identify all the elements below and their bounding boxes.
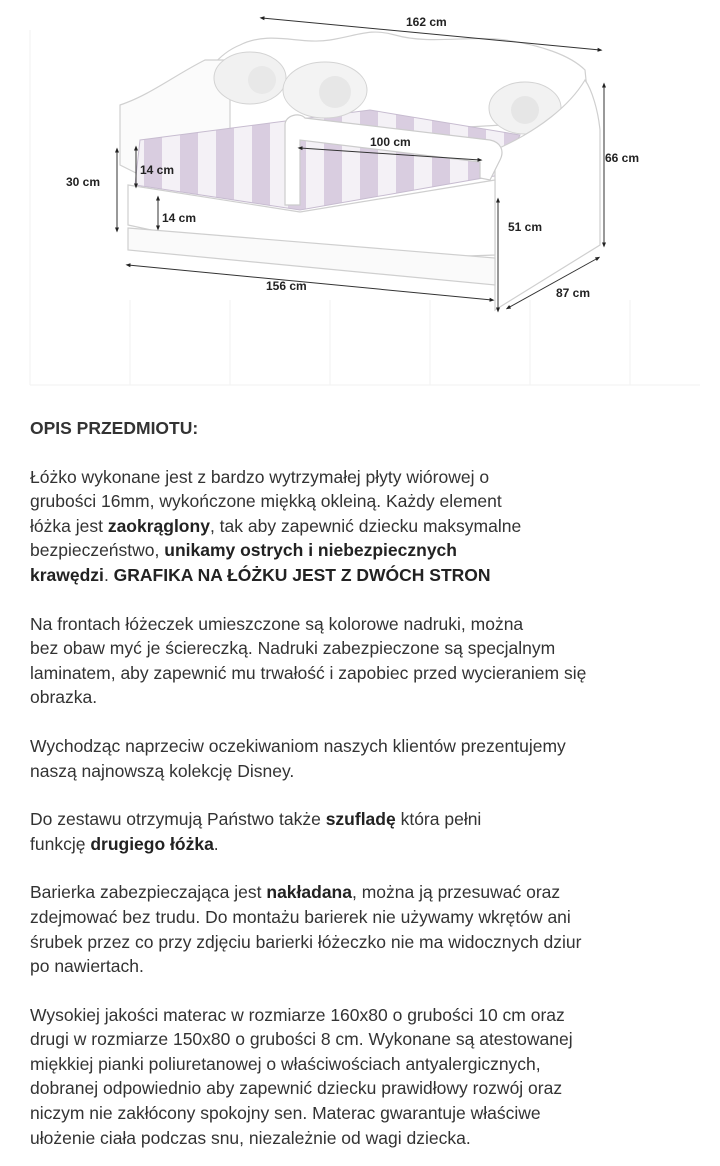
dim-height-total: 66 cm bbox=[605, 151, 640, 165]
dim-length-bottom: 156 cm bbox=[266, 279, 307, 293]
paragraph-barrier: Barierka zabezpieczająca jest nakładana, można ją przesuwać oraz zdejmować bez trudu. Do montażu barierek nie używamy wkrętów ani śrubek przez co przy zdjęciu barierki łóżeczko nie ma widocznych dziur po nawiertach. bbox=[30, 882, 582, 977]
bold-rounded: zaokrąglony bbox=[107, 515, 210, 536]
description-heading: OPIS PRZEDMIOTU: bbox=[30, 418, 199, 438]
dim-drawer-mattress: 14 cm bbox=[162, 211, 197, 225]
bold-attachable: nakładana bbox=[266, 882, 352, 903]
paragraph-collection: Wychodząc naprzeciw oczekiwaniom naszych klientów prezentujemy naszą najnowszą kolekcję Disney. bbox=[30, 735, 566, 781]
bold-graphic-both-sides: GRAFIKA NA ŁÓŻKU JEST Z DWÓCH STRON bbox=[113, 564, 491, 585]
bold-second-bed: drugiego łóżka bbox=[90, 833, 214, 854]
bed-dimension-figure bbox=[0, 0, 720, 400]
dim-mattress-top: 14 cm bbox=[140, 163, 175, 177]
bed-drawing bbox=[0, 0, 720, 400]
paragraph-prints: Na frontach łóżeczek umieszczone są kolorowe nadruki, można bez obaw myć je ściereczką. Nadruki zabezpieczone są specjalnym laminatem, aby zapewnić mu trwałość i zapobiec przed wycieraniem się obrazka. bbox=[30, 613, 587, 708]
bold-drawer: szufladę bbox=[325, 809, 396, 830]
paragraph-mattress: Wysokiej jakości materac w rozmiarze 160x80 o grubości 10 cm oraz drugi w rozmiarze 150x80 o grubości 8 cm. Wykonane są atestowanej miękkiej pianki poliuretanowej o właściwościach antyalergicznych, dobranej odpowiednio aby zapewnić dziecku prawidłowy rozwój oraz niczym nie zakłócony spokojny sen. Materac gwarantuje właściwe ułożenie ciała podczas snu, niezależnie od wagi dziecka. bbox=[30, 1004, 573, 1148]
bold-no-sharp-edges: unikamy ostrych i niebezpiecznych krawędzi bbox=[30, 540, 457, 585]
dim-top-width: 162 cm bbox=[406, 15, 447, 29]
dim-depth: 87 cm bbox=[556, 286, 591, 300]
dim-barrier-length: 100 cm bbox=[370, 135, 411, 149]
paragraph-material: Łóżko wykonane jest z bardzo wytrzymałej płyty wiórowej o grubości 16mm, wykończone miękką okleiną. Każdy element łóżka jest zaokrąglony, tak aby zapewnić dziecku maksymalne bezpieczeństwo, unikamy ostrych i niebezpiecznych krawędzi. GRAFIKA NA ŁÓŻKU JEST Z DWÓCH STRON bbox=[30, 466, 522, 585]
product-description bbox=[30, 416, 698, 1150]
dim-side-height: 30 cm bbox=[66, 175, 101, 189]
dim-bed-inner-height: 51 cm bbox=[508, 220, 543, 234]
paragraph-drawer: Do zestawu otrzymują Państwo także szufladę która pełni funkcję drugiego łóżka. bbox=[30, 809, 482, 854]
